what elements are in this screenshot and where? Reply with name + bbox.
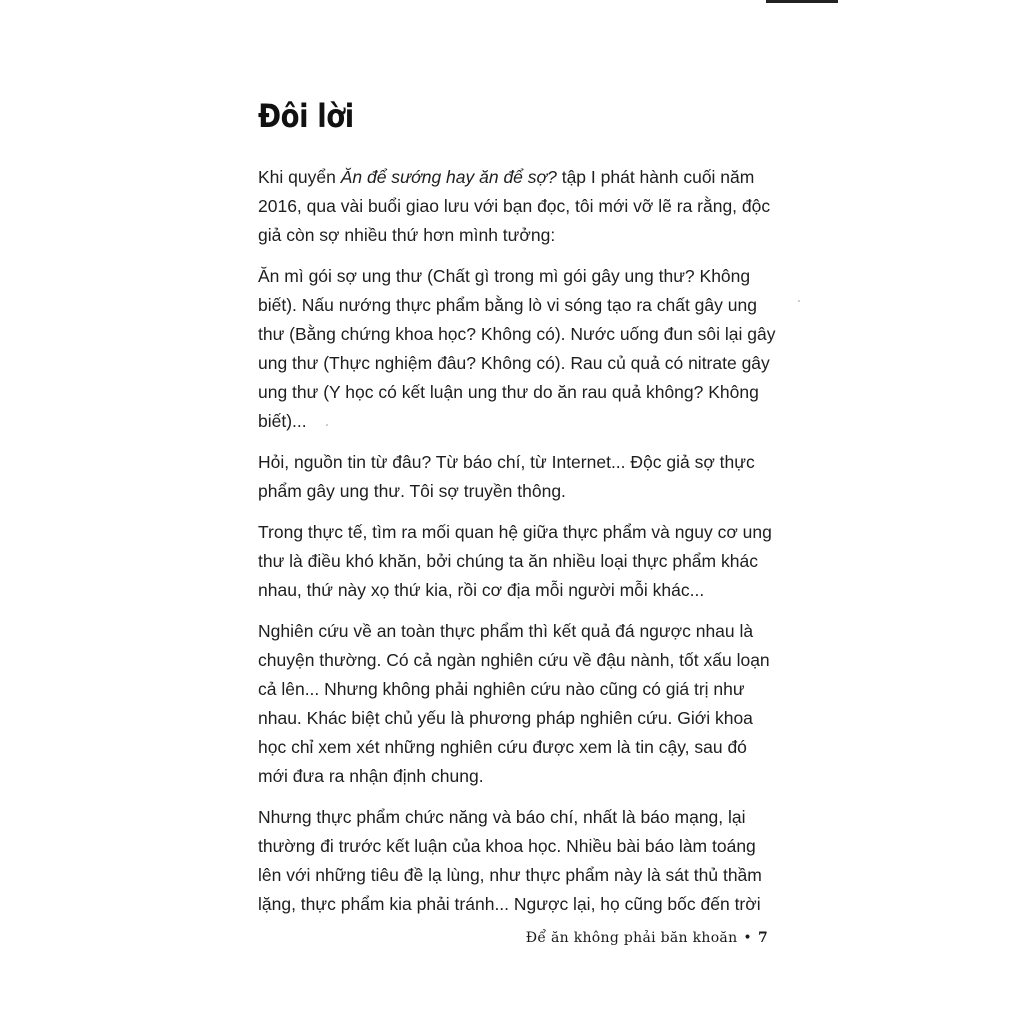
text-run: mới đưa ra nhận định chung. (258, 766, 484, 786)
page-footer (526, 928, 768, 948)
text-run: Hỏi, nguồn tin từ đâu? Từ báo chí, từ Internet... Độc giả sợ thực (258, 452, 755, 472)
text-run: cả lên... Nhưng không phải nghiên cứu nào cũng có giá trị như (258, 679, 745, 699)
paragraph (258, 448, 778, 506)
text-line (258, 762, 778, 791)
text-run: ung thư (Thực nghiệm đâu? Không có). Rau củ quả có nitrate gây (258, 353, 770, 373)
text-line (258, 349, 778, 378)
text-line (258, 262, 778, 291)
paragraph (258, 163, 778, 250)
text-line (258, 221, 778, 250)
text-run: nhau, thứ này xọ thứ kia, rồi cơ địa mỗi người mỗi khác... (258, 580, 705, 600)
text-line (258, 675, 778, 704)
text-run: Trong thực tế, tìm ra mối quan hệ giữa thực phẩm và nguy cơ ung (258, 522, 772, 542)
paragraph (258, 518, 778, 605)
page-title: Đôi lời (258, 97, 354, 135)
text-run: Nhưng thực phẩm chức năng và báo chí, nhất là báo mạng, lại (258, 807, 746, 827)
text-run: Nghiên cứu về an toàn thực phẩm thì kết quả đá ngược nhau là (258, 621, 754, 641)
top-edge-rule (766, 0, 838, 3)
body-text (258, 163, 778, 931)
running-title: Để ăn không phải băn khoăn (525, 930, 738, 946)
text-line (258, 861, 778, 890)
text-run: ung thư (Y học có kết luận ung thư do ăn rau quả không? Không (258, 382, 759, 402)
text-line (258, 704, 778, 733)
text-line (258, 448, 778, 477)
text-line (258, 646, 778, 675)
text-line (258, 547, 778, 576)
book-title-italic: Ăn để sướng hay ăn để sợ? (340, 167, 557, 187)
text-run: biết)... (258, 411, 307, 431)
text-line (258, 477, 778, 506)
text-run: giả còn sợ nhiều thứ hơn mình tưởng: (258, 225, 556, 245)
text-line (258, 803, 778, 832)
text-run: lặng, thực phẩm kia phải tránh... Ngược lại, họ cũng bốc đến trời (258, 894, 761, 914)
text-run: học chỉ xem xét những nghiên cứu được xem là tin cậy, sau đó (258, 737, 747, 757)
text-run: 2016, qua vài buổi giao lưu với bạn đọc, tôi mới vỡ lẽ ra rằng, độc (258, 196, 771, 216)
text-line (258, 832, 778, 861)
footer-bullet: • (743, 930, 752, 946)
text-line (258, 890, 778, 919)
text-line (258, 291, 778, 320)
paragraph (258, 262, 778, 436)
paragraph (258, 617, 778, 791)
page-number: 7 (757, 930, 768, 946)
text-run: tập I phát hành cuối năm (556, 167, 755, 187)
scan-speck (798, 300, 800, 302)
text-run: lên với những tiêu đề lạ lùng, như thực phẩm này là sát thủ thầm (258, 865, 762, 885)
text-run: Ăn mì gói sợ ung thư (Chất gì trong mì gói gây ung thư? Không (258, 266, 751, 286)
text-line (258, 163, 778, 192)
text-line (258, 733, 778, 762)
text-run: Khi quyển (258, 167, 341, 187)
text-run: thường đi trước kết luận của khoa học. Nhiều bài báo làm toáng (258, 836, 756, 856)
text-line (258, 576, 778, 605)
text-run: thư là điều khó khăn, bởi chúng ta ăn nhiều loại thực phẩm khác (258, 551, 758, 571)
paragraph (258, 803, 778, 919)
text-run: chuyện thường. Có cả ngàn nghiên cứu về đậu nành, tốt xấu loạn (258, 650, 770, 670)
text-line (258, 192, 778, 221)
text-run: thư (Bằng chứng khoa học? Không có). Nước uống đun sôi lại gây (258, 324, 776, 344)
text-line (258, 320, 778, 349)
scan-speck (326, 424, 328, 426)
text-line (258, 407, 778, 436)
text-run: nhau. Khác biệt chủ yếu là phương pháp nghiên cứu. Giới khoa (258, 708, 753, 728)
text-run: biết). Nấu nướng thực phẩm bằng lò vi sóng tạo ra chất gây ung (258, 295, 757, 315)
text-line (258, 378, 778, 407)
text-line (258, 518, 778, 547)
text-line (258, 617, 778, 646)
text-run: phẩm gây ung thư. Tôi sợ truyền thông. (258, 481, 566, 501)
